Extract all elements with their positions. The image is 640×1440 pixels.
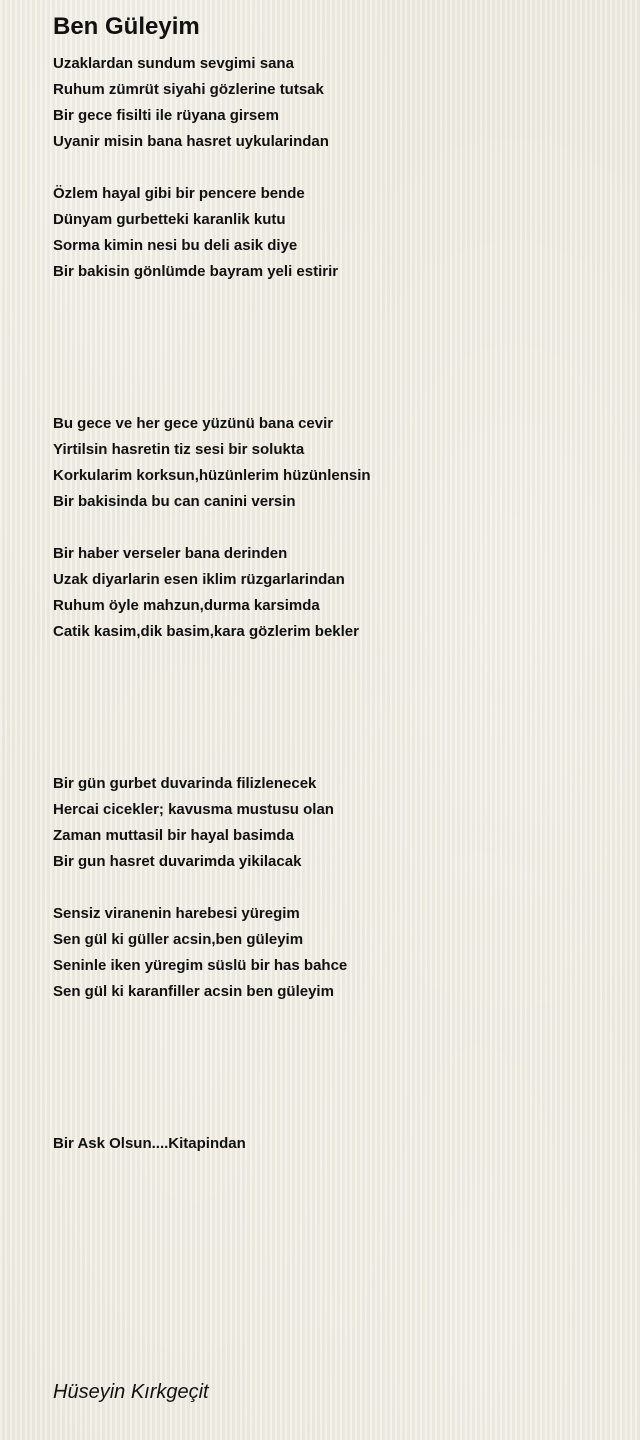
- poem-line: Bir gece fisilti ile rüyana girsem: [53, 107, 279, 124]
- poem-line: Bir bakisin gönlümde bayram yeli estirir: [53, 263, 339, 280]
- poem-line: Bir gün gurbet duvarinda filizlenecek: [53, 775, 317, 792]
- poem-line: Sen gül ki güller acsin,ben güleyim: [53, 931, 304, 948]
- poem-line: Bir bakisinda bu can canini versin: [53, 493, 296, 510]
- poem-line: Ruhum öyle mahzun,durma karsimda: [53, 597, 320, 614]
- poem-line: Uzaklardan sundum sevgimi sana: [53, 55, 294, 72]
- poem-line: Seninle iken yüregim süslü bir has bahce: [53, 957, 348, 974]
- poem-line: Sensiz viranenin harebesi yüregim: [53, 905, 300, 922]
- poem-line: Sen gül ki karanfiller acsin ben güleyim: [53, 983, 334, 1000]
- poem-line: Bir gun hasret duvarimda yikilacak: [53, 853, 302, 870]
- poem-line: Özlem hayal gibi bir pencere bende: [53, 185, 305, 202]
- poem-line: Uyanir misin bana hasret uykularindan: [53, 133, 329, 150]
- poem-line: Hercai cicekler; kavusma mustusu olan: [53, 801, 334, 818]
- poem-title: Ben Güleyim: [53, 13, 200, 40]
- poem-line: Bu gece ve her gece yüzünü bana cevir: [53, 415, 334, 432]
- poem-line: Yirtilsin hasretin tiz sesi bir solukta: [53, 441, 305, 458]
- poem-line: Catik kasim,dik basim,kara gözlerim bekler: [53, 623, 359, 640]
- poem-author: Hüseyin Kırkgeçit: [53, 1381, 209, 1403]
- poem-line: Sorma kimin nesi bu deli asik diye: [53, 237, 298, 254]
- poem-line: Bir haber verseler bana derinden: [53, 545, 288, 562]
- poem-line: Korkularim korksun,hüzünlerim hüzünlensin: [53, 467, 371, 484]
- poem-line: Dünyam gurbetteki karanlik kutu: [53, 211, 286, 228]
- poem-line: Ruhum zümrüt siyahi gözlerine tutsak: [53, 81, 324, 98]
- poem-line: Uzak diyarlarin esen iklim rüzgarlarindan: [53, 571, 345, 588]
- poem-line: Zaman muttasil bir hayal basimda: [53, 827, 294, 844]
- poem-footnote: Bir Ask Olsun....Kitapindan: [53, 1135, 246, 1152]
